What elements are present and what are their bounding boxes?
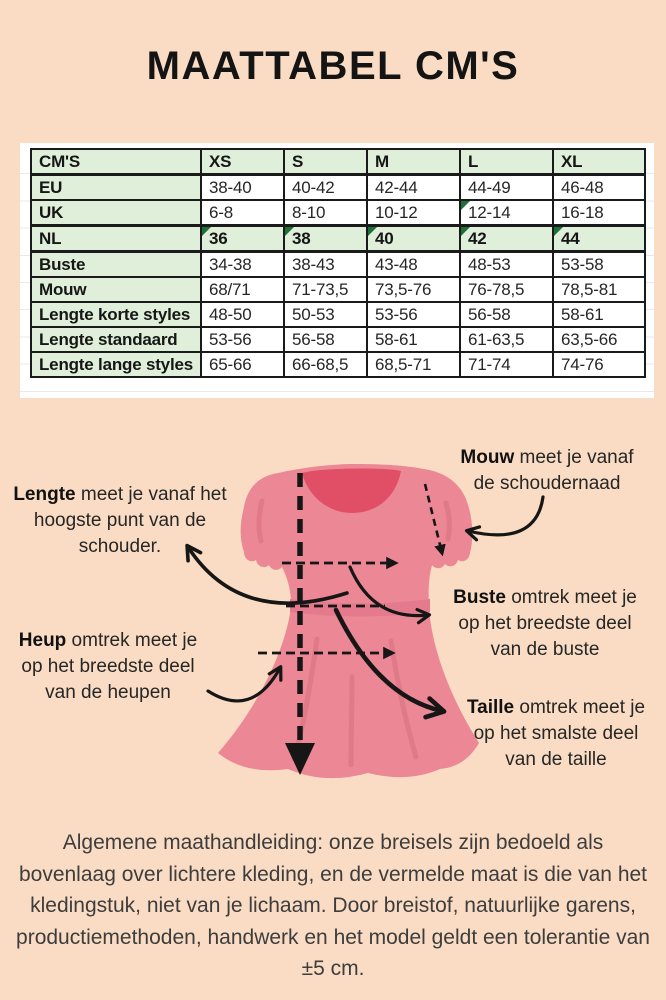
size-cell: 48-50 [201,302,284,327]
row-label: NL [31,226,201,252]
size-cell: 40-42 [284,175,367,201]
table-row [31,327,645,352]
heup-note: Heup omtrek meet je op het breedste deel van de heupen [18,630,198,704]
size-cell: 38-43 [284,252,367,278]
general-sizing-note: Algemene maathandleiding: onze breisels zijn bedoeld als bovenlaag over lichtere kleding, en de vermelde maat is die van het kledingstuk, niet van je lichaam. Door breistof, natuurlijke garens, productiemethoden, handwerk en het model geldt een tolerantie van ±5 cm. [16,831,650,980]
mouw-note: Mouw meet je vanaf de schoudernaad [460,447,634,495]
size-table-body [31,175,645,378]
cell-corner-flag-icon [368,227,377,236]
size-cell: 8-10 [284,200,367,226]
size-cell: 63,5-66 [553,327,645,352]
size-cell: 42-44 [367,175,460,201]
table-row [31,352,645,377]
size-cell: 10-12 [367,200,460,226]
table-row [31,302,645,327]
size-cell: 58-61 [367,327,460,352]
size-cell: 53-56 [201,327,284,352]
size-cell: 40 [367,226,460,252]
size-cell: 71-74 [460,352,553,377]
size-cell: 78,5-81 [553,277,645,302]
cell-corner-flag-icon [202,227,211,236]
size-cell: 44 [553,226,645,252]
lengte-note: Lengte meet je vanaf het hoogste punt van de schouder. [13,484,227,558]
size-cell: 58-61 [553,302,645,327]
row-label: UK [31,200,201,226]
table-row [31,226,645,252]
size-cell: 73,5-76 [367,277,460,302]
size-cell: 6-8 [201,200,284,226]
size-column-header: M [367,149,460,175]
size-cell: 56-58 [460,302,553,327]
size-table-head-row [31,149,645,175]
size-column-header: XL [553,149,645,175]
mouw-arrow-icon [468,497,543,535]
buste-note: Buste omtrek meet je op het breedste deel van de buste [453,587,637,661]
size-cell: 50-53 [284,302,367,327]
size-column-header: S [284,149,367,175]
size-cell: 65-66 [201,352,284,377]
row-label: Lengte standaard [31,327,201,352]
heup-term: Heup [18,630,67,651]
size-cell: 56-58 [284,327,367,352]
size-cell: 38-40 [201,175,284,201]
table-row [31,175,645,201]
size-cell: 42 [460,226,553,252]
size-cell: 46-48 [553,175,645,201]
size-cell: 43-48 [367,252,460,278]
size-cell: 68,5-71 [367,352,460,377]
size-cell: 48-53 [460,252,553,278]
table-row [31,277,645,302]
row-label: Mouw [31,277,201,302]
size-cell: 66-68,5 [284,352,367,377]
table-row [31,200,645,226]
size-cell: 74-76 [553,352,645,377]
size-cell: 68/71 [201,277,284,302]
size-cell: 12-14 [460,200,553,226]
cell-corner-flag-icon [461,201,470,210]
size-cell: 71-73,5 [284,277,367,302]
taille-term: Taille [466,697,515,718]
cell-corner-flag-icon [554,227,563,236]
row-label: Buste [31,252,201,278]
size-cell: 16-18 [553,200,645,226]
measurement-figure [0,425,666,810]
cell-corner-flag-icon [285,227,294,236]
size-cell: 44-49 [460,175,553,201]
row-label: Lengte lange styles [31,352,201,377]
size-column-header: XS [201,149,284,175]
table-corner-header: CM'S [31,149,201,175]
size-column-header: L [460,149,553,175]
size-table [30,148,646,378]
mouw-term: Mouw [460,447,515,468]
size-cell: 36 [201,226,284,252]
row-label: Lengte korte styles [31,302,201,327]
size-cell: 53-56 [367,302,460,327]
page-title: MAATTABEL CM'S [146,44,520,88]
size-cell: 61-63,5 [460,327,553,352]
size-cell: 34-38 [201,252,284,278]
size-cell: 38 [284,226,367,252]
row-label: EU [31,175,201,201]
cell-corner-flag-icon [461,227,470,236]
size-cell: 53-58 [553,252,645,278]
buste-term: Buste [453,587,506,608]
size-cell: 76-78,5 [460,277,553,302]
lengte-term: Lengte [13,484,76,505]
taille-note: Taille omtrek meet je op het smalste deel van de taille [466,697,646,771]
table-row [31,252,645,278]
